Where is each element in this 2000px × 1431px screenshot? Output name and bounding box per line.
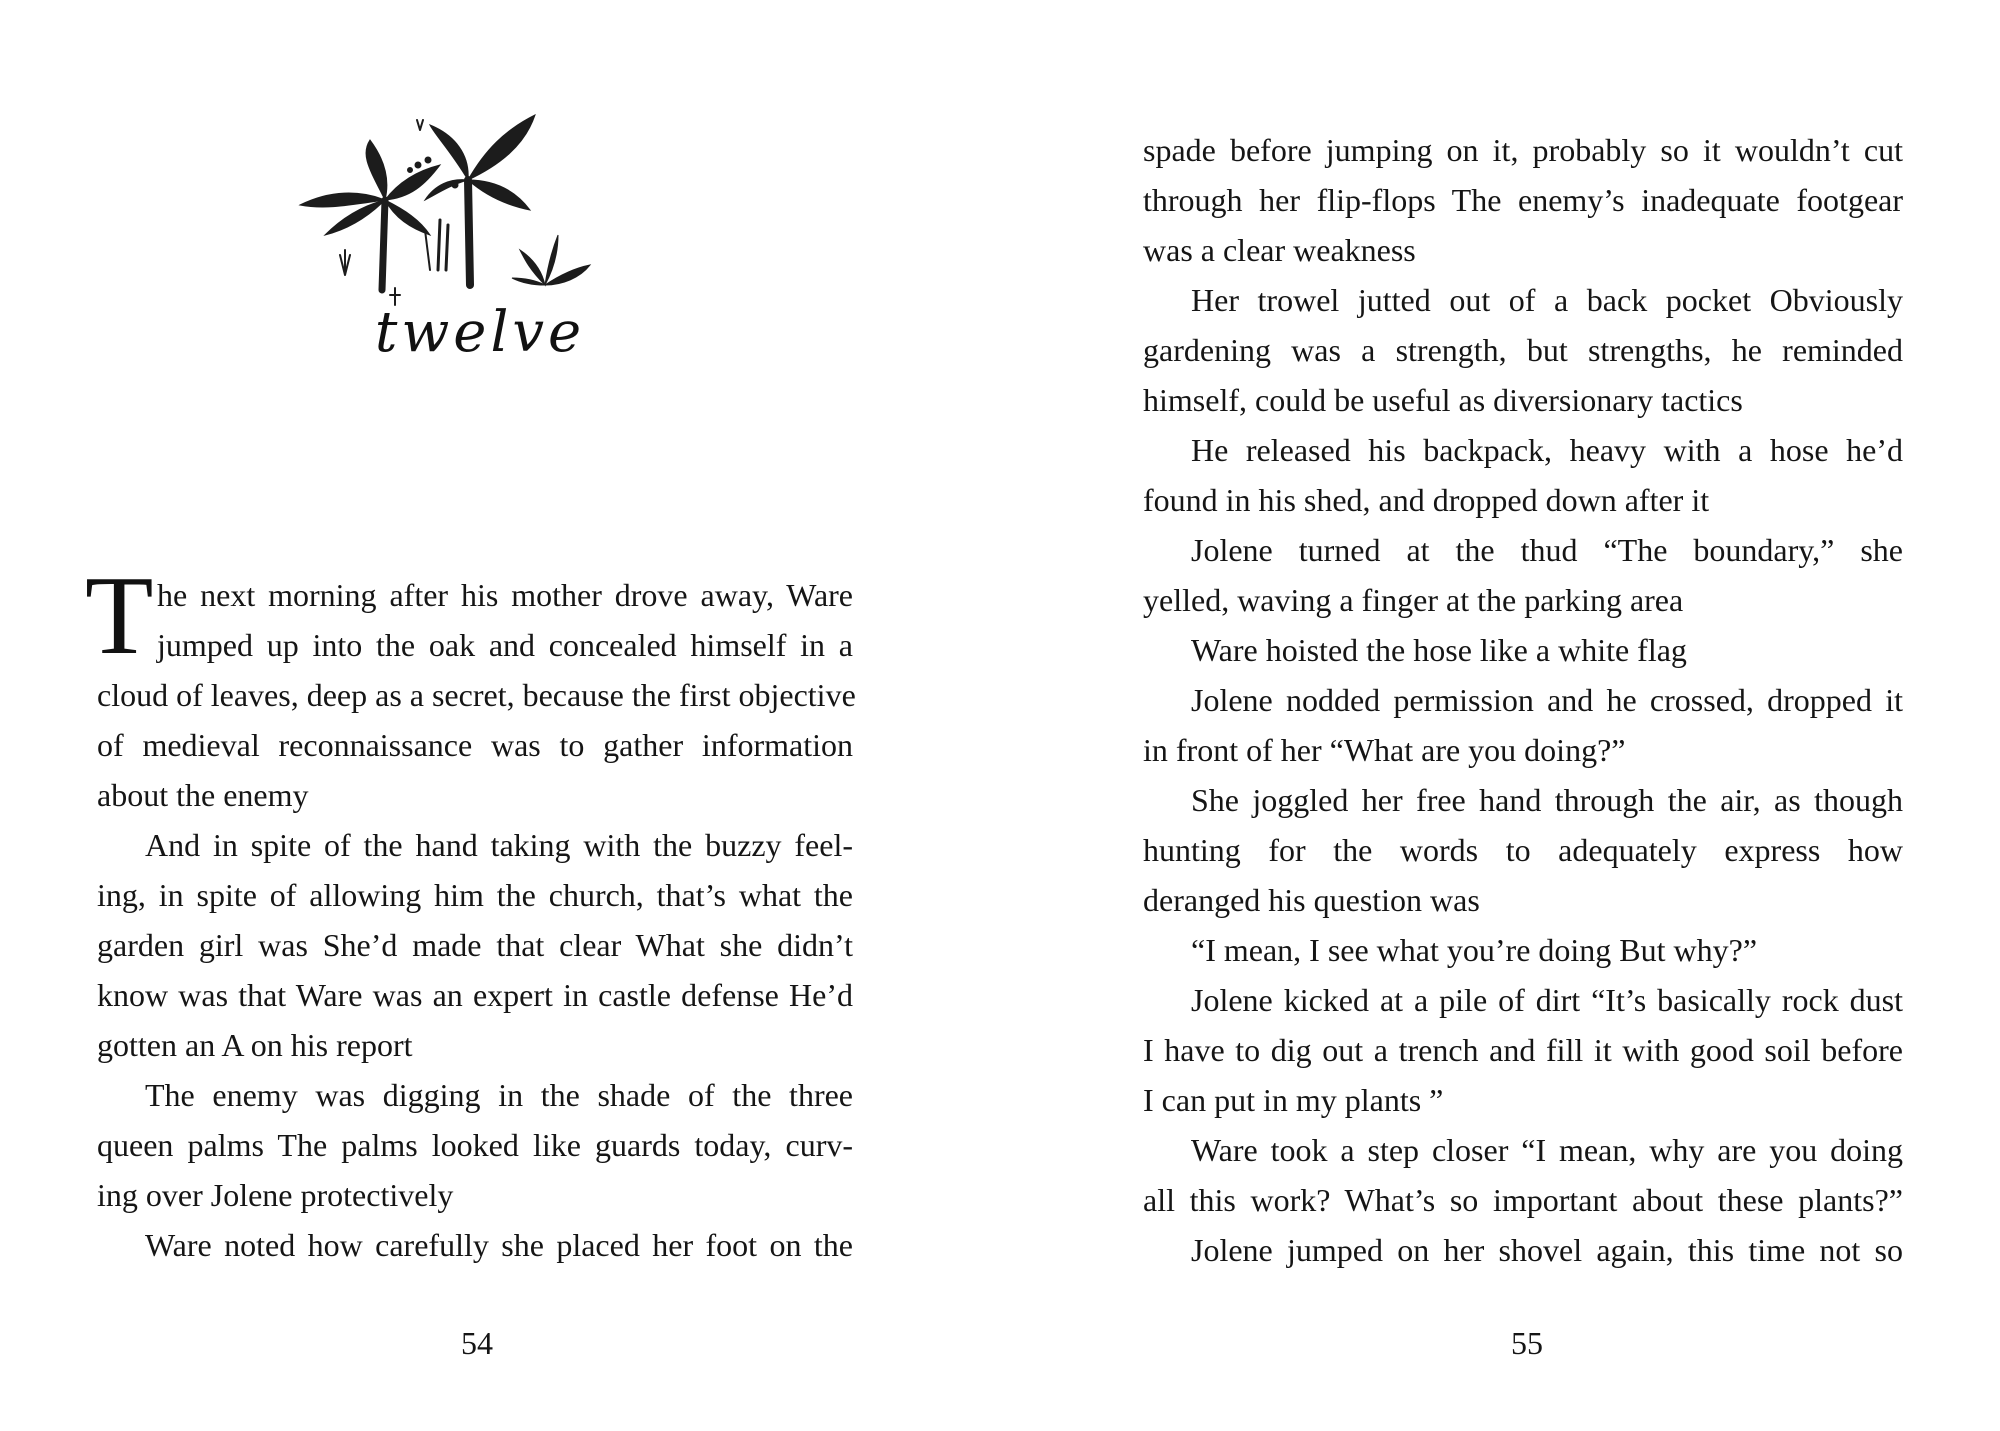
right-body-text bbox=[1143, 125, 1903, 1275]
text-line: And in spite of the hand taking with the buzzy feel- bbox=[145, 827, 853, 863]
text-line: I have to dig out a trench and fill it with good soil before bbox=[1143, 1032, 1903, 1068]
text-line: jumped up into the oak and concealed himself in a bbox=[157, 627, 853, 663]
text-line: about the enemy bbox=[97, 777, 309, 813]
text-line: Ware took a step closer “I mean, why are you doing bbox=[1191, 1132, 1903, 1168]
text-line: gotten an A on his report bbox=[97, 1027, 413, 1063]
text-line: yelled, waving a finger at the parking area bbox=[1143, 582, 1684, 618]
text-line: ing over Jolene protectively bbox=[97, 1177, 454, 1213]
page-number: 54 bbox=[461, 1325, 493, 1361]
text-line: ing, in spite of allowing him the church, that’s what the bbox=[97, 877, 853, 913]
text-line: garden girl was She’d made that clear What she didn’t bbox=[97, 927, 853, 963]
text-line: Jolene turned at the thud “The boundary,” she bbox=[1191, 532, 1903, 568]
text-line: all this work? What’s so important about these plants?” bbox=[1143, 1182, 1903, 1218]
text-line: “I mean, I see what you’re doing But why?” bbox=[1191, 932, 1758, 968]
text-line: She joggled her free hand through the air, as though bbox=[1191, 782, 1903, 818]
right-page bbox=[1000, 0, 2000, 1431]
text-line: Jolene jumped on her shovel again, this time not so bbox=[1191, 1232, 1903, 1268]
text-line: Ware hoisted the hose like a white flag bbox=[1191, 632, 1687, 668]
text-line: was a clear weakness bbox=[1143, 232, 1416, 268]
chapter-title: twelve bbox=[374, 300, 586, 365]
text-line: Ware noted how carefully she placed her foot on the bbox=[145, 1227, 853, 1263]
text-line: himself, could be useful as diversionary tactics bbox=[1143, 382, 1743, 418]
text-line: The enemy was digging in the shade of the three bbox=[145, 1077, 853, 1113]
text-line: gardening was a strength, but strengths, he reminded bbox=[1143, 332, 1903, 368]
text-line: through her flip-flops The enemy’s inadequate footgear bbox=[1143, 182, 1903, 218]
text-line: found in his shed, and dropped down after it bbox=[1143, 482, 1710, 518]
text-line: queen palms The palms looked like guards today, curv- bbox=[97, 1127, 853, 1163]
palm-plants-icon bbox=[290, 110, 610, 310]
text-line: spade before jumping on it, probably so it wouldn’t cut bbox=[1143, 132, 1903, 168]
text-line: hunting for the words to adequately express how bbox=[1143, 832, 1903, 868]
text-line: Jolene kicked at a pile of dirt “It’s basically rock dust bbox=[1191, 982, 1903, 1018]
text-line: He released his backpack, heavy with a hose he’d bbox=[1191, 432, 1903, 468]
left-body-text bbox=[97, 570, 856, 1270]
drop-cap: T bbox=[85, 554, 154, 678]
text-line: of medieval reconnaissance was to gather information bbox=[97, 727, 853, 763]
text-line: cloud of leaves, deep as a secret, because the first objective bbox=[97, 677, 856, 713]
text-line: I can put in my plants ” bbox=[1143, 1082, 1444, 1118]
text-line: he next morning after his mother drove away, Ware bbox=[157, 577, 853, 613]
text-line: know was that Ware was an expert in castle defense He’d bbox=[97, 977, 853, 1013]
page-number: 55 bbox=[1511, 1325, 1543, 1361]
text-line: Jolene nodded permission and he crossed, dropped it bbox=[1191, 682, 1903, 718]
text-line: Her trowel jutted out of a back pocket Obviously bbox=[1191, 282, 1903, 318]
text-line: deranged his question was bbox=[1143, 882, 1480, 918]
text-line: in front of her “What are you doing?” bbox=[1143, 732, 1626, 768]
